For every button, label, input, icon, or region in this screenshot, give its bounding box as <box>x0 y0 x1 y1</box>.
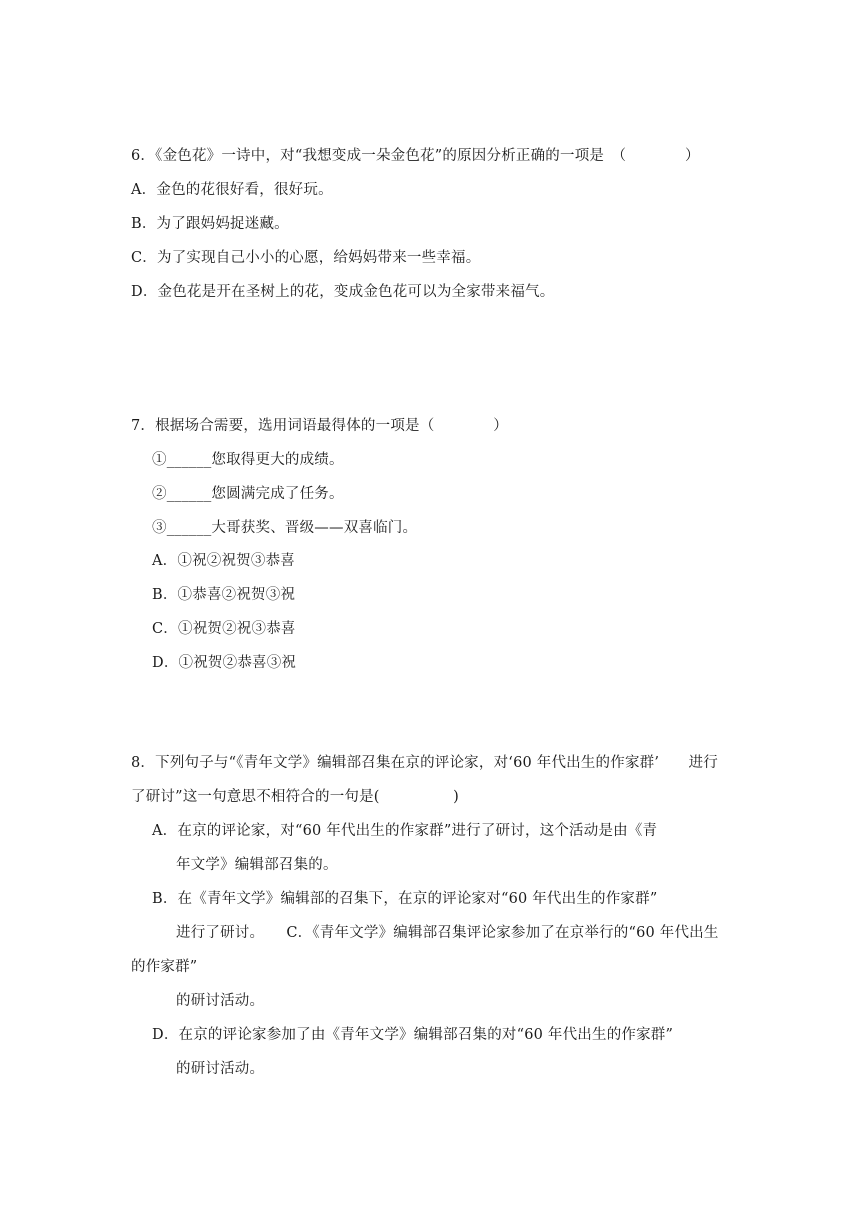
question-6-option-a: A．金色的花很好看，很好玩。 <box>131 182 333 198</box>
question-7-option-b: B．①恭喜②祝贺③祝 <box>152 587 296 603</box>
question-7-sentence-3: ③______大哥获奖、晋级——双喜临门。 <box>152 520 418 536</box>
question-8-stem-line-2: 了研讨”这一句意思不相符合的一句是( ) <box>131 789 460 805</box>
question-7-option-a: A．①祝②祝贺③恭喜 <box>152 553 295 569</box>
question-8-option-a-line-2: 年文学》编辑部召集的。 <box>176 857 338 873</box>
question-7-stem: 7．根据场合需要，选用词语最得体的一项是（ ） <box>131 418 508 434</box>
question-7-sentence-2: ②______您圆满完成了任务。 <box>152 486 344 502</box>
question-6-option-d: D．金色花是开在圣树上的花，变成金色花可以为全家带来福气。 <box>131 284 555 300</box>
question-8-option-d-line-1: D．在京的评论家参加了由《青年文学》编辑部召集的对“60 年代出生的作家群” <box>152 1027 674 1043</box>
question-8-option-c-line-2: 的作家群” <box>131 959 198 975</box>
question-7-sentence-1: ①______您取得更大的成绩。 <box>152 452 344 468</box>
question-8-option-a-line-1: A．在京的评论家，对“60 年代出生的作家群”进行了研讨，这个活动是由《青 <box>152 823 658 839</box>
question-6-option-c: C．为了实现自己小小的心愿，给妈妈带来一些幸福。 <box>131 250 481 266</box>
question-7-option-d: D．①祝贺②恭喜③祝 <box>152 655 297 671</box>
question-6-stem: 6．《金色花》一诗中，对“我想变成一朵金色花”的原因分析正确的一项是 （ ） <box>131 148 700 164</box>
question-8-option-d-line-2: 的研讨活动。 <box>176 1061 265 1077</box>
question-8-stem-line-1: 8．下列句子与“《青年文学》编辑部召集在京的评论家，对‘60 年代出生的作家群’ 进行 <box>131 755 718 771</box>
question-8-option-b-line-2: 进行了研讨。 C．《青年文学》编辑部召集评论家参加了在京举行的“60 年代出生 <box>176 925 719 941</box>
question-8-option-b-line-1: B．在《青年文学》编辑部的召集下，在京的评论家对“60 年代出生的作家群” <box>152 891 658 907</box>
question-6-option-b: B．为了跟妈妈捉迷藏。 <box>131 216 289 232</box>
question-8-option-c-line-3: 的研讨活动。 <box>176 993 265 1009</box>
question-7-option-c: C．①祝贺②祝③恭喜 <box>152 621 296 637</box>
